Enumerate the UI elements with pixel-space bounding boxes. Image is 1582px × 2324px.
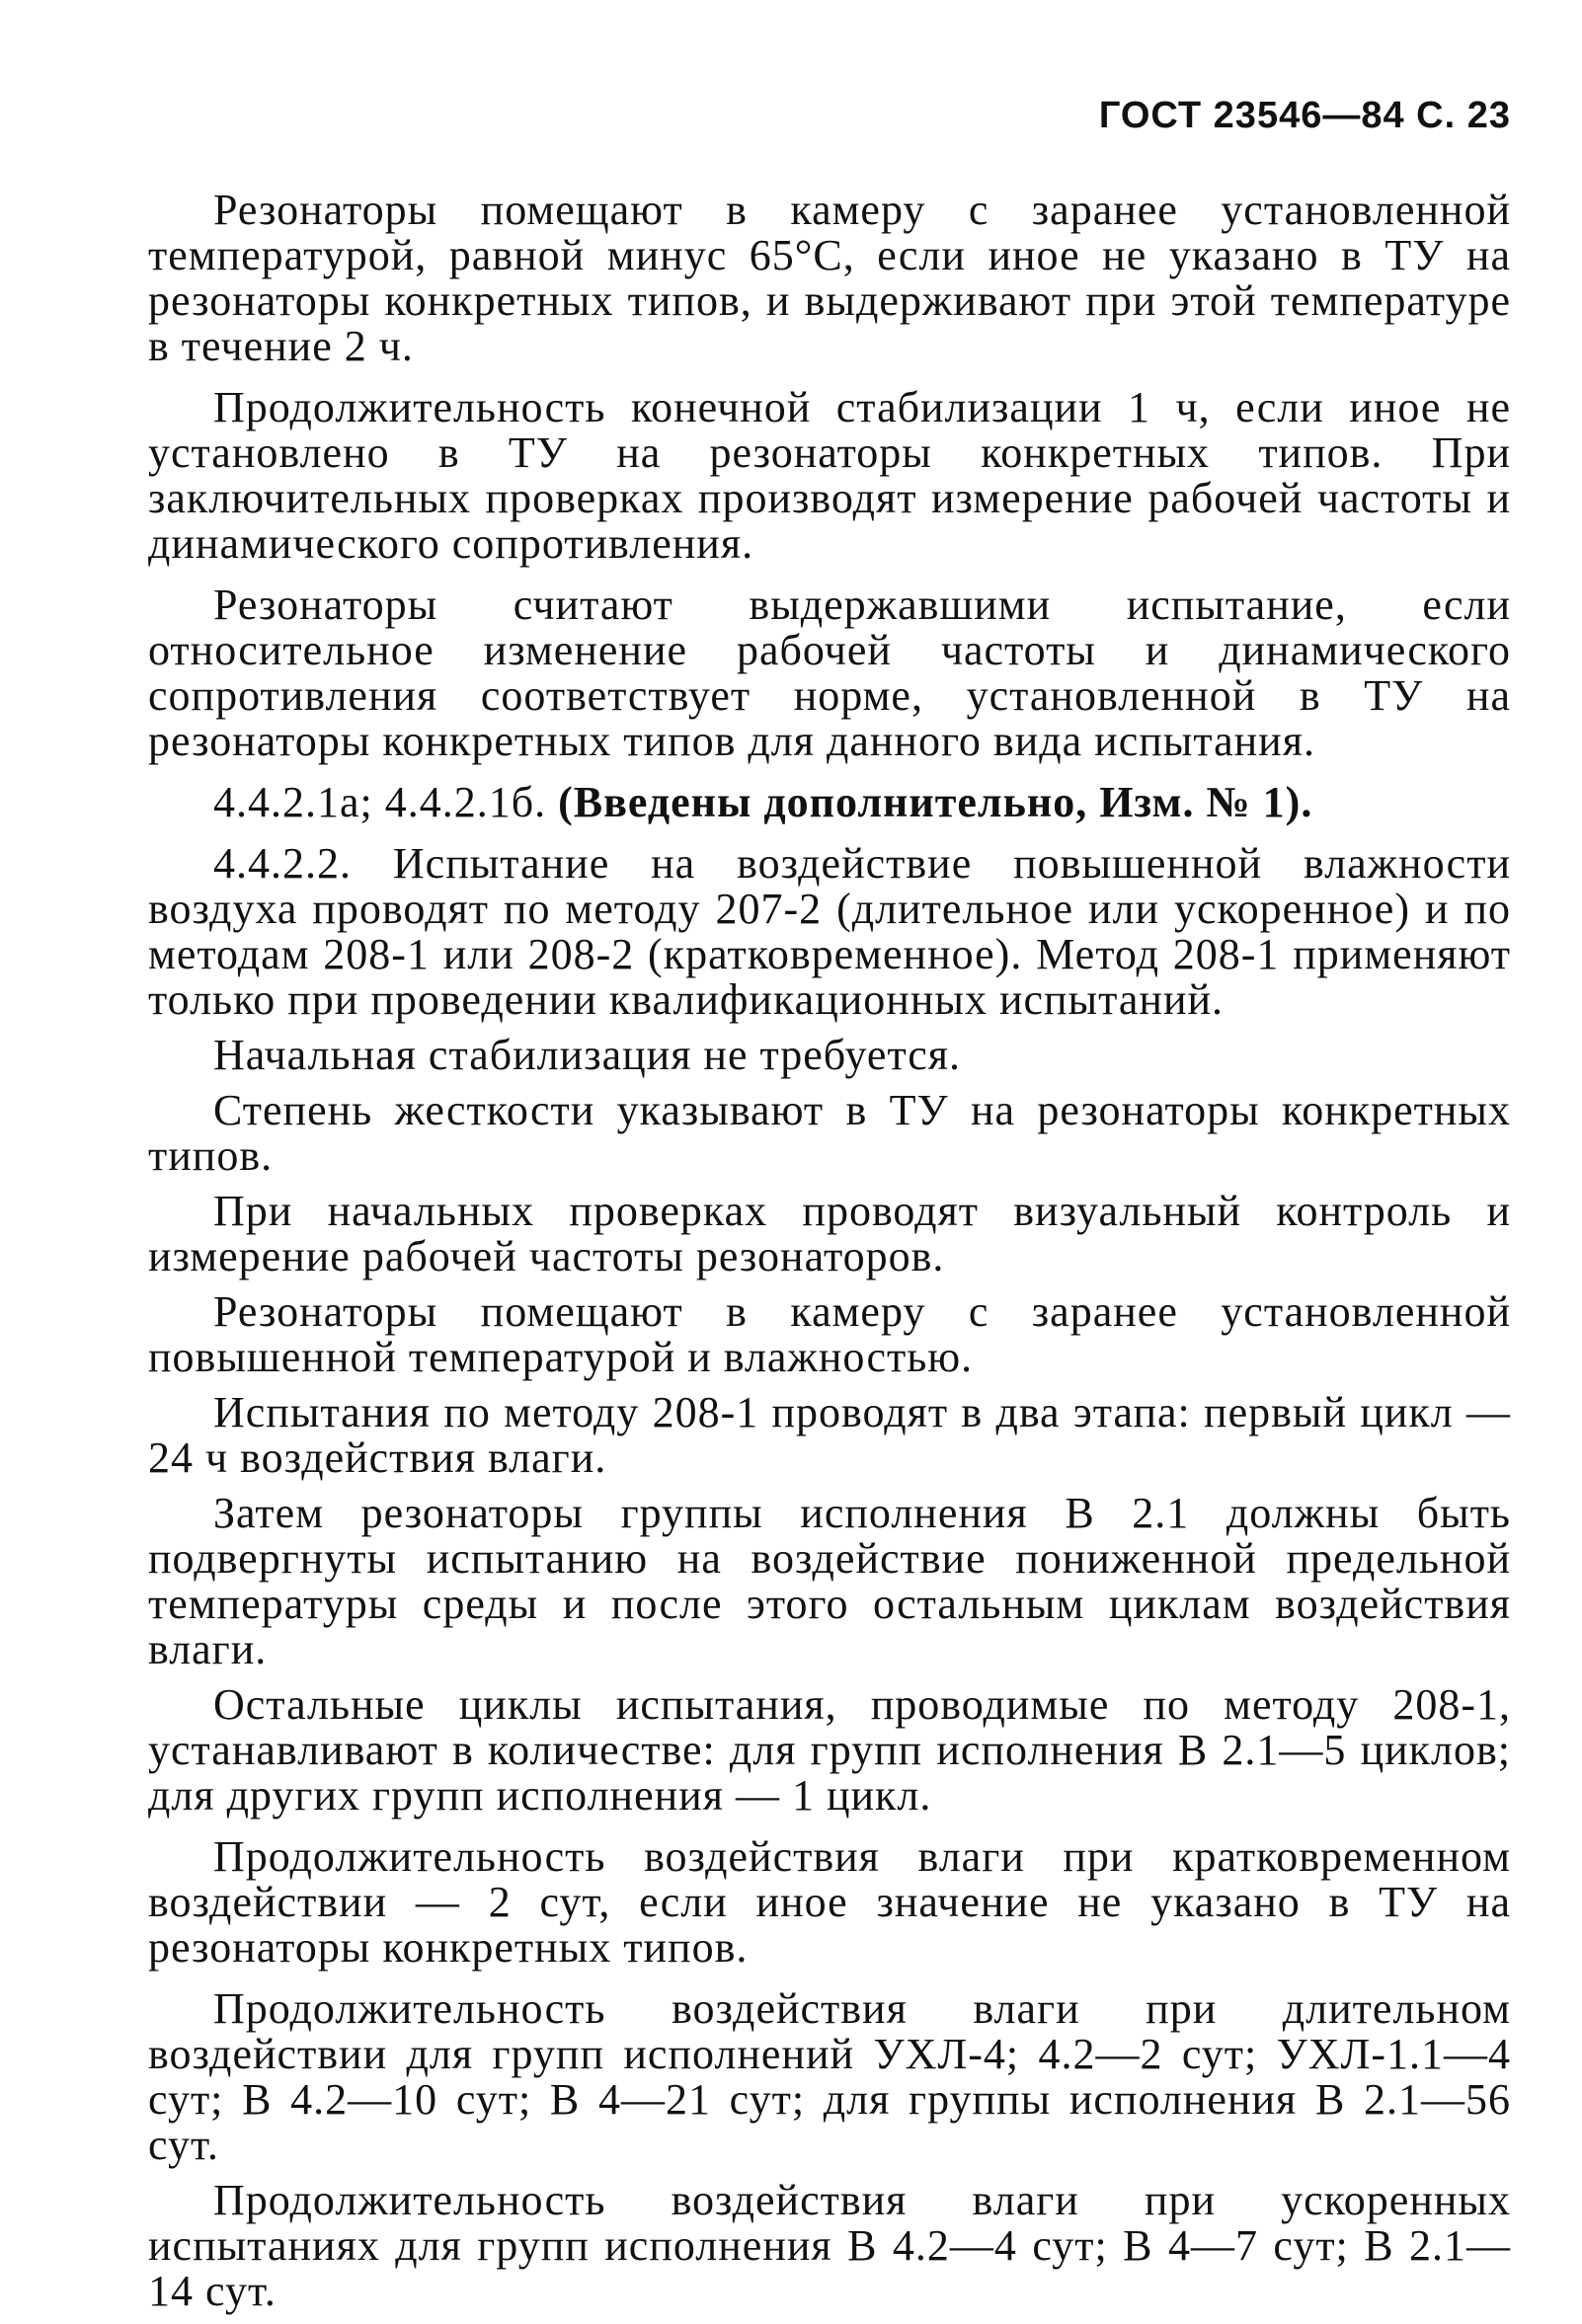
paragraph: Продолжительность воздействия влаги при длительном воздействии для групп исполнений УХЛ-4; 4.2—2 сут; УХЛ-1.1—4 сут; В 4.2—10 сут; В 4—21 сут; для группы исполнения В 2.1—56 сут. xyxy=(148,1984,1511,2169)
paragraph: Резонаторы считают выдержавшими испытание, если относительное изменение рабочей частоты и динамического сопротивления соответствует норме, установленной в ТУ на резонаторы конкретных типов для данного вида испытания. xyxy=(148,581,1511,765)
document-body xyxy=(148,188,1511,2324)
paragraph: Начальная стабилизация не требуется. xyxy=(213,1031,961,1079)
paragraph: При начальных проверках проводят визуальный контроль и измерение рабочей частоты резонаторов. xyxy=(148,1187,1511,1280)
amendment-line xyxy=(148,780,1511,825)
paragraph: Продолжительность воздействия влаги при ускоренных испытаниях для групп исполнения В 4.2—4 сут; В 4—7 сут; В 2.1—14 сут. xyxy=(148,2176,1511,2315)
paragraph: Испытания по методу 208-1 проводят в два этапа: первый цикл — 24 ч воздействия влаги. xyxy=(148,1388,1511,1482)
paragraph: Резонаторы помещают в камеру с заранее установленной повышенной температурой и влажностью. xyxy=(148,1287,1511,1381)
amendment-note: (Введены дополнительно, Изм. № 1). xyxy=(558,778,1313,826)
paragraph: Остальные циклы испытания, проводимые по методу 208-1, устанавливают в количестве: для групп исполнения В 2.1—5 циклов; для других групп исполнения — 1 цикл. xyxy=(148,1680,1511,1820)
paragraph: Продолжительность конечной стабилизации 1 ч, если иное не установлено в ТУ на резонаторы конкретных типов. При заключительных проверках производят измерение рабочей частоты и динамического сопротивления. xyxy=(148,383,1511,568)
paragraph: Резонаторы помещают в камеру с заранее установленной температурой, равной минус 65°С, если иное не указано в ТУ на резонаторы конкретных типов, и выдерживают при этой температуре в течение 2 ч. xyxy=(148,186,1511,370)
paragraph: 4.4.2.2. Испытание на воздействие повышенной влажности воздуха проводят по методу 207-2 (длительное или ускоренное) и по методам 208-1 или 208-2 (кратковременное). Метод 208-1 применяют только при проведении квалификационных испытаний. xyxy=(148,839,1511,1024)
amendment-ref: 4.4.2.1а; 4.4.2.1б. xyxy=(213,778,547,826)
paragraph: Продолжительность воздействия влаги при кратковременном воздействии — 2 сут, если иное значение не указано в ТУ на резонаторы конкретных типов. xyxy=(148,1832,1511,1972)
page-header: ГОСТ 23546—84 С. 23 xyxy=(1098,95,1511,136)
paragraph: Затем резонаторы группы исполнения В 2.1 должны быть подвергнуты испытанию на воздействие пониженной предельной температуры среды и после этого остальным циклам воздействия влаги. xyxy=(148,1489,1511,1673)
paragraph: Степень жесткости указывают в ТУ на резонаторы конкретных типов. xyxy=(148,1086,1511,1180)
